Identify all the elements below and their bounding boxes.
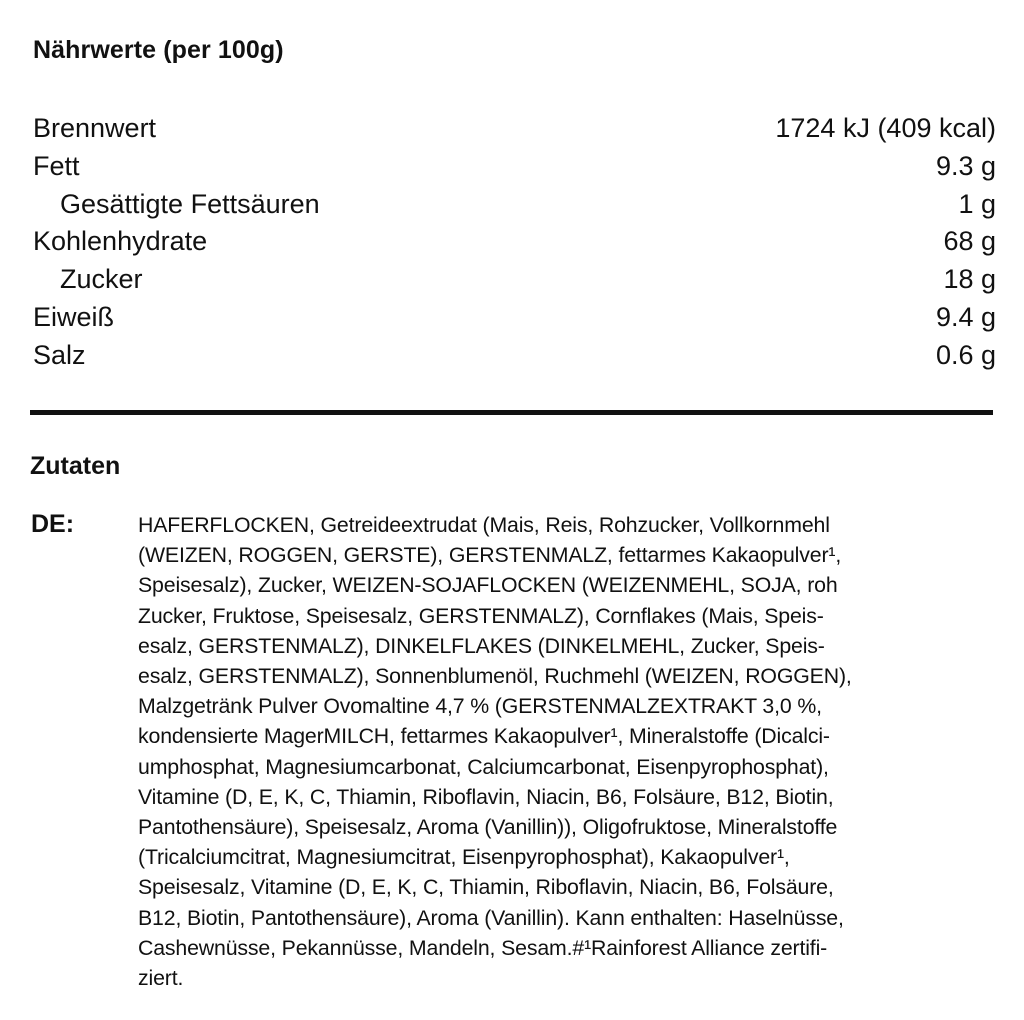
ingredients-line: (WEIZEN, ROGGEN, GERSTE), GERSTENMALZ, fettarmes Kakaopulver¹, bbox=[138, 543, 842, 568]
ingredients-line: esalz, GERSTENMALZ), DINKELFLAKES (DINKELMEHL, Zucker, Speis- bbox=[138, 633, 825, 658]
ingredients-line: Speisesalz), Zucker, WEIZEN-SOJAFLOCKEN (WEIZENMEHL, SOJA, roh bbox=[138, 573, 838, 598]
nutrition-label: Brennwert bbox=[33, 113, 157, 143]
nutrition-value: 1724 kJ (409 kcal) bbox=[775, 113, 996, 143]
nutrition-title: Nährwerte (per 100g) bbox=[33, 36, 284, 64]
nutrition-value: 9.4 g bbox=[935, 301, 996, 332]
ingredients-line: ziert. bbox=[138, 966, 184, 991]
ingredients-line: (Tricalciumcitrat, Magnesiumcitrat, Eisenpyrophosphat), Kakaopulver¹, bbox=[138, 845, 790, 870]
nutrition-value: 9.3 g bbox=[935, 150, 996, 181]
nutrition-label: Zucker bbox=[60, 264, 143, 295]
ingredients-text bbox=[138, 510, 998, 993]
section-divider bbox=[30, 410, 993, 415]
nutrition-value: 1 g bbox=[958, 188, 996, 219]
ingredients-line: kondensierte MagerMILCH, fettarmes Kakaopulver¹, Mineralstoffe (Dicalci- bbox=[138, 724, 830, 749]
nutrition-row-protein bbox=[33, 299, 996, 337]
ingredients-line: esalz, GERSTENMALZ), Sonnenblumenöl, Ruchmehl (WEIZEN, ROGGEN), bbox=[138, 664, 852, 689]
ingredients-line: Speisesalz, Vitamine (D, E, K, C, Thiamin, Riboflavin, Niacin, B6, Folsäure, bbox=[138, 875, 834, 900]
nutrition-value: 68 g bbox=[943, 226, 996, 257]
ingredients-title: Zutaten bbox=[30, 452, 121, 480]
ingredients-line: Cashewnüsse, Pekannüsse, Mandeln, Sesam.#¹Rainforest Alliance zertifi- bbox=[138, 935, 828, 960]
ingredients-line: HAFERFLOCKEN, Getreideextrudat (Mais, Reis, Rohzucker, Vollkornmehl bbox=[138, 513, 830, 537]
nutrition-label: Salz bbox=[33, 339, 86, 370]
nutrition-row-fat bbox=[33, 148, 996, 186]
nutrition-value: 18 g bbox=[943, 264, 996, 295]
nutrition-value: 0.6 g bbox=[935, 339, 996, 370]
ingredients-line: Malzgetränk Pulver Ovomaltine 4,7 % (GERSTENMALZEXTRAKT 3,0 %, bbox=[138, 694, 822, 719]
nutrition-row-sugar bbox=[33, 261, 996, 299]
ingredients-line: B12, Biotin, Pantothensäure), Aroma (Vanillin). Kann enthalten: Haselnüsse, bbox=[138, 905, 844, 930]
nutrition-row-carbohydrates bbox=[33, 223, 996, 261]
nutrition-label: Kohlenhydrate bbox=[33, 226, 208, 257]
language-label: DE: bbox=[31, 510, 75, 538]
nutrition-label: Eiweiß bbox=[33, 301, 115, 332]
nutrition-table bbox=[33, 110, 996, 375]
nutrition-label: Fett bbox=[33, 150, 80, 181]
nutrition-label: Gesättigte Fettsäuren bbox=[60, 188, 320, 219]
nutrition-row-energy bbox=[33, 110, 996, 148]
ingredients-line: umphosphat, Magnesiumcarbonat, Calciumcarbonat, Eisenpyrophosphat), bbox=[138, 754, 829, 779]
nutrition-row-saturated-fat bbox=[33, 186, 996, 224]
nutrition-row-salt bbox=[33, 337, 996, 375]
ingredients-line: Pantothensäure), Speisesalz, Aroma (Vanillin)), Oligofruktose, Mineralstoffe bbox=[138, 815, 838, 840]
ingredients-line: Zucker, Fruktose, Speisesalz, GERSTENMALZ), Cornflakes (Mais, Speis- bbox=[138, 603, 824, 628]
ingredients-line: Vitamine (D, E, K, C, Thiamin, Riboflavin, Niacin, B6, Folsäure, B12, Biotin, bbox=[138, 784, 834, 809]
